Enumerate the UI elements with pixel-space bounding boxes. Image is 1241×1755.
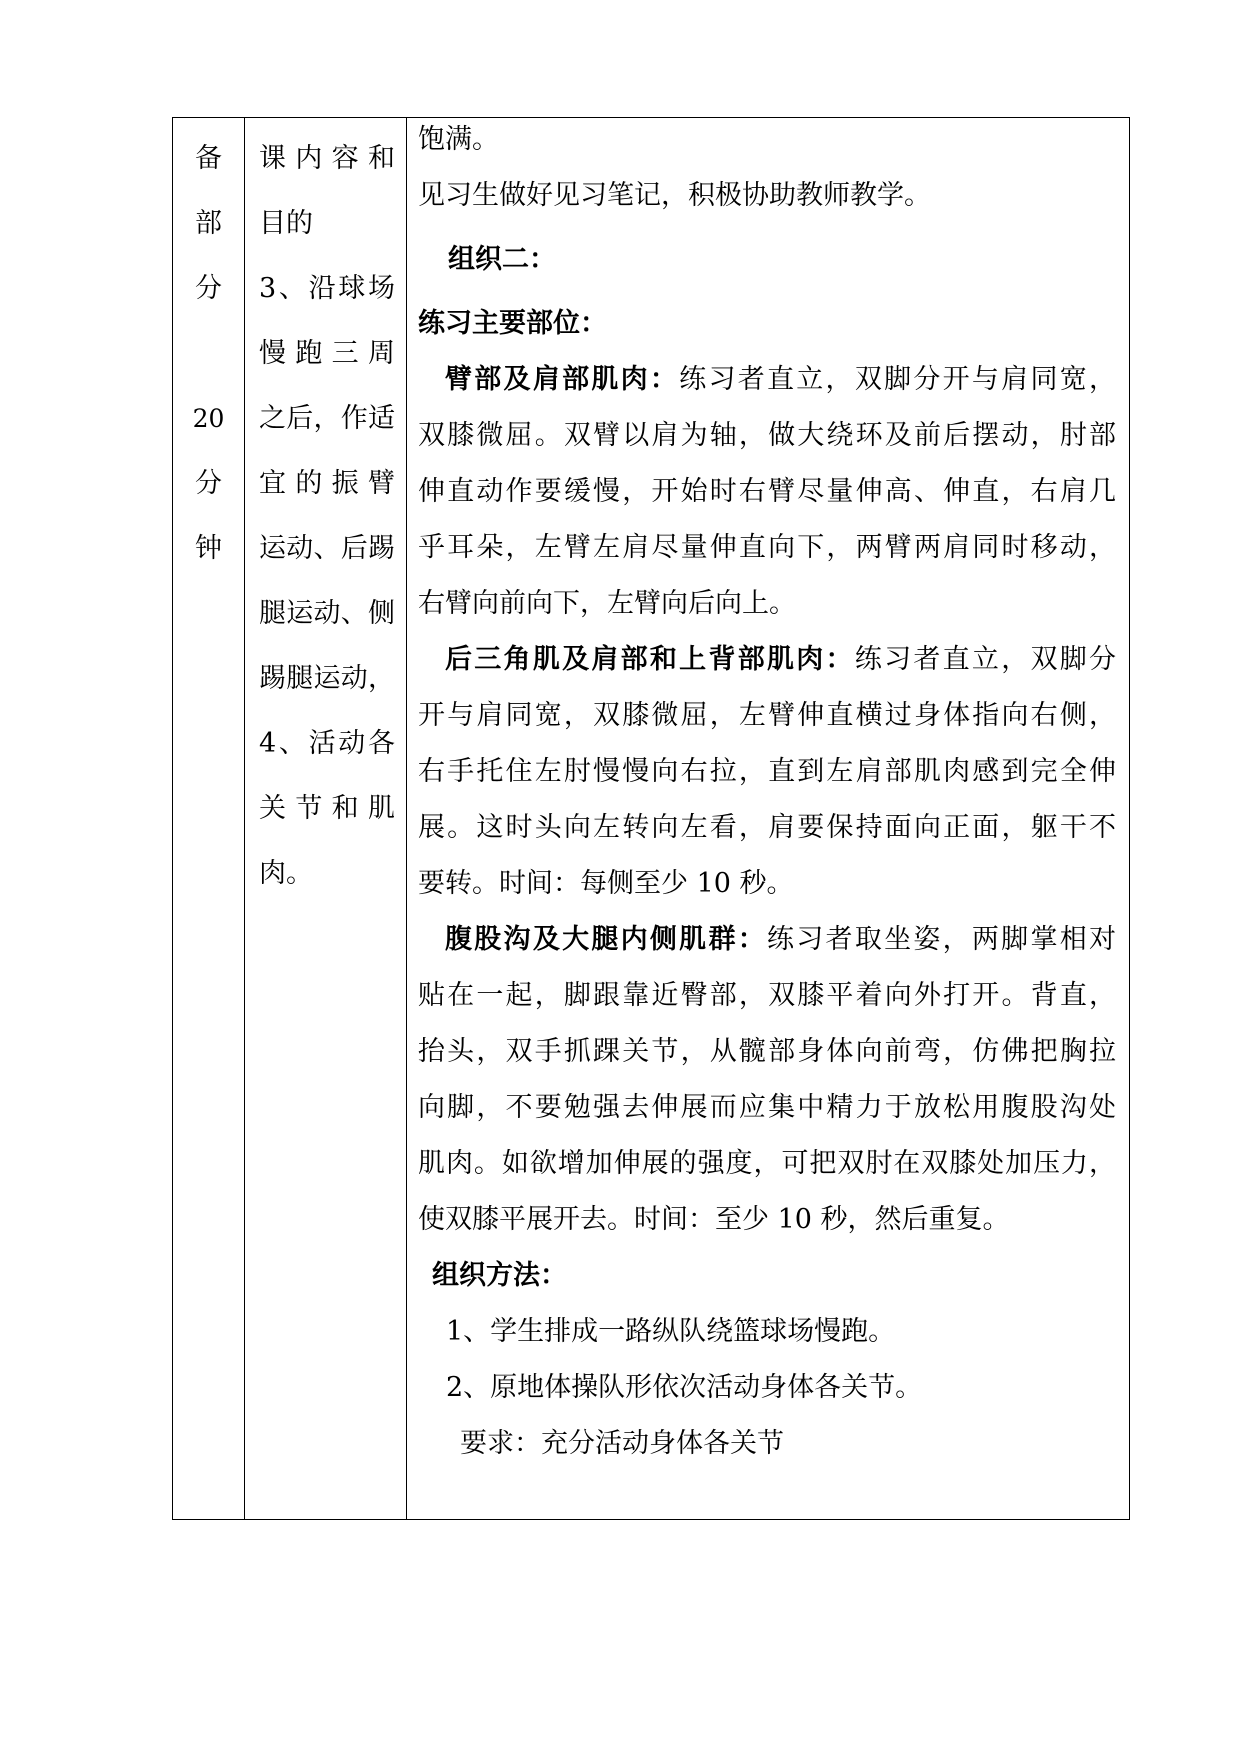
section-spacer (173, 321, 244, 386)
arm-line-1: 臂部及肩部肌肉：练习者直立，双脚分开与肩同宽， (445, 364, 1117, 395)
arm-title: 臂部及肩部肌肉： (445, 364, 680, 395)
section-char: 分 (195, 273, 222, 304)
org-heading: 组织二： (448, 244, 556, 275)
method-item-2: 2、原地体操队形依次活动身体各关节。 (446, 1372, 923, 1403)
requirement-line: 要求：充分活动身体各关节 (460, 1428, 784, 1459)
content-line: 踢腿运动， (259, 663, 395, 694)
arm-line: 乎耳朵，左臂左肩尽量伸直向下，两臂两肩同时移动， (418, 532, 1116, 563)
delt-line: 展。这时头向左转向左看，肩要保持面向正面，躯干不 (418, 812, 1116, 843)
method-item-1: 1、学生排成一路纵队绕篮球场慢跑。 (446, 1316, 896, 1347)
content-line: 目的 (259, 208, 313, 239)
groin-line: 贴在一起，脚跟靠近臀部，双膝平着向外打开。背直， (418, 980, 1116, 1011)
content-line: 肉。 (259, 858, 313, 889)
content-line: 课内容和 (259, 143, 395, 174)
section-char: 分 (195, 468, 222, 499)
column-divider-1 (244, 118, 245, 1519)
text-line: 见习生做好见习笔记，积极协助教师教学。 (418, 180, 931, 211)
groin-line: 向脚，不要勉强去伸展而应集中精力于放松用腹股沟处 (418, 1092, 1116, 1123)
section-char: 部 (195, 208, 222, 239)
delt-line: 开与肩同宽，双膝微屈，左臂伸直横过身体指向右侧， (418, 700, 1116, 731)
arm-line: 伸直动作要缓慢，开始时右臂尽量伸高、伸直，右肩几 (418, 476, 1116, 507)
section-char: 备 (195, 143, 222, 174)
groin-line: 抬头，双手抓踝关节，从髋部身体向前弯，仿佛把胸拉 (418, 1036, 1116, 1067)
text-line: 饱满。 (418, 124, 499, 155)
content-line: 慢跑三周 (259, 338, 395, 369)
org-method-heading: 组织方法： (432, 1260, 567, 1291)
content-line: 腿运动、侧 (259, 598, 395, 629)
content-line: 4、活动各 (259, 728, 395, 759)
groin-line: 肌肉。如欲增加伸展的强度，可把双肘在双膝处加压力， (418, 1148, 1116, 1179)
section-char: 钟 (195, 533, 222, 564)
content-line: 宜的振臂 (259, 468, 395, 499)
main-parts-heading: 练习主要部位： (418, 308, 607, 339)
groin-title: 腹股沟及大腿内侧肌群： (445, 924, 767, 955)
content-line: 运动、后踢 (259, 533, 395, 564)
lesson-table (172, 117, 1130, 1520)
delt-title: 后三角肌及肩部和上背部肌肉： (445, 644, 855, 675)
content-line: 3、沿球场 (259, 273, 395, 304)
section-column (173, 126, 244, 581)
groin-line: 使双膝平展开去。时间：至少 10 秒，然后重复。 (418, 1204, 1010, 1235)
content-objective-column (259, 126, 395, 906)
delt-line: 要转。时间：每侧至少 10 秒。 (418, 868, 794, 899)
delt-line: 右手托住左肘慢慢向右拉，直到左肩部肌肉感到完全伸 (418, 756, 1116, 787)
arm-line: 右臂向前向下，左臂向后向上。 (418, 588, 796, 619)
organization-column (418, 118, 1128, 1472)
content-line: 关节和肌 (259, 793, 395, 824)
section-duration: 20 (192, 404, 225, 433)
column-divider-2 (406, 118, 407, 1519)
content-line: 之后，作适 (259, 403, 395, 434)
delt-line-1: 后三角肌及肩部和上背部肌肉：练习者直立，双脚分 (445, 644, 1117, 675)
arm-line: 双膝微屈。双臂以肩为轴，做大绕环及前后摆动，肘部 (418, 420, 1116, 451)
groin-line-1: 腹股沟及大腿内侧肌群：练习者取坐姿，两脚掌相对 (445, 924, 1116, 955)
